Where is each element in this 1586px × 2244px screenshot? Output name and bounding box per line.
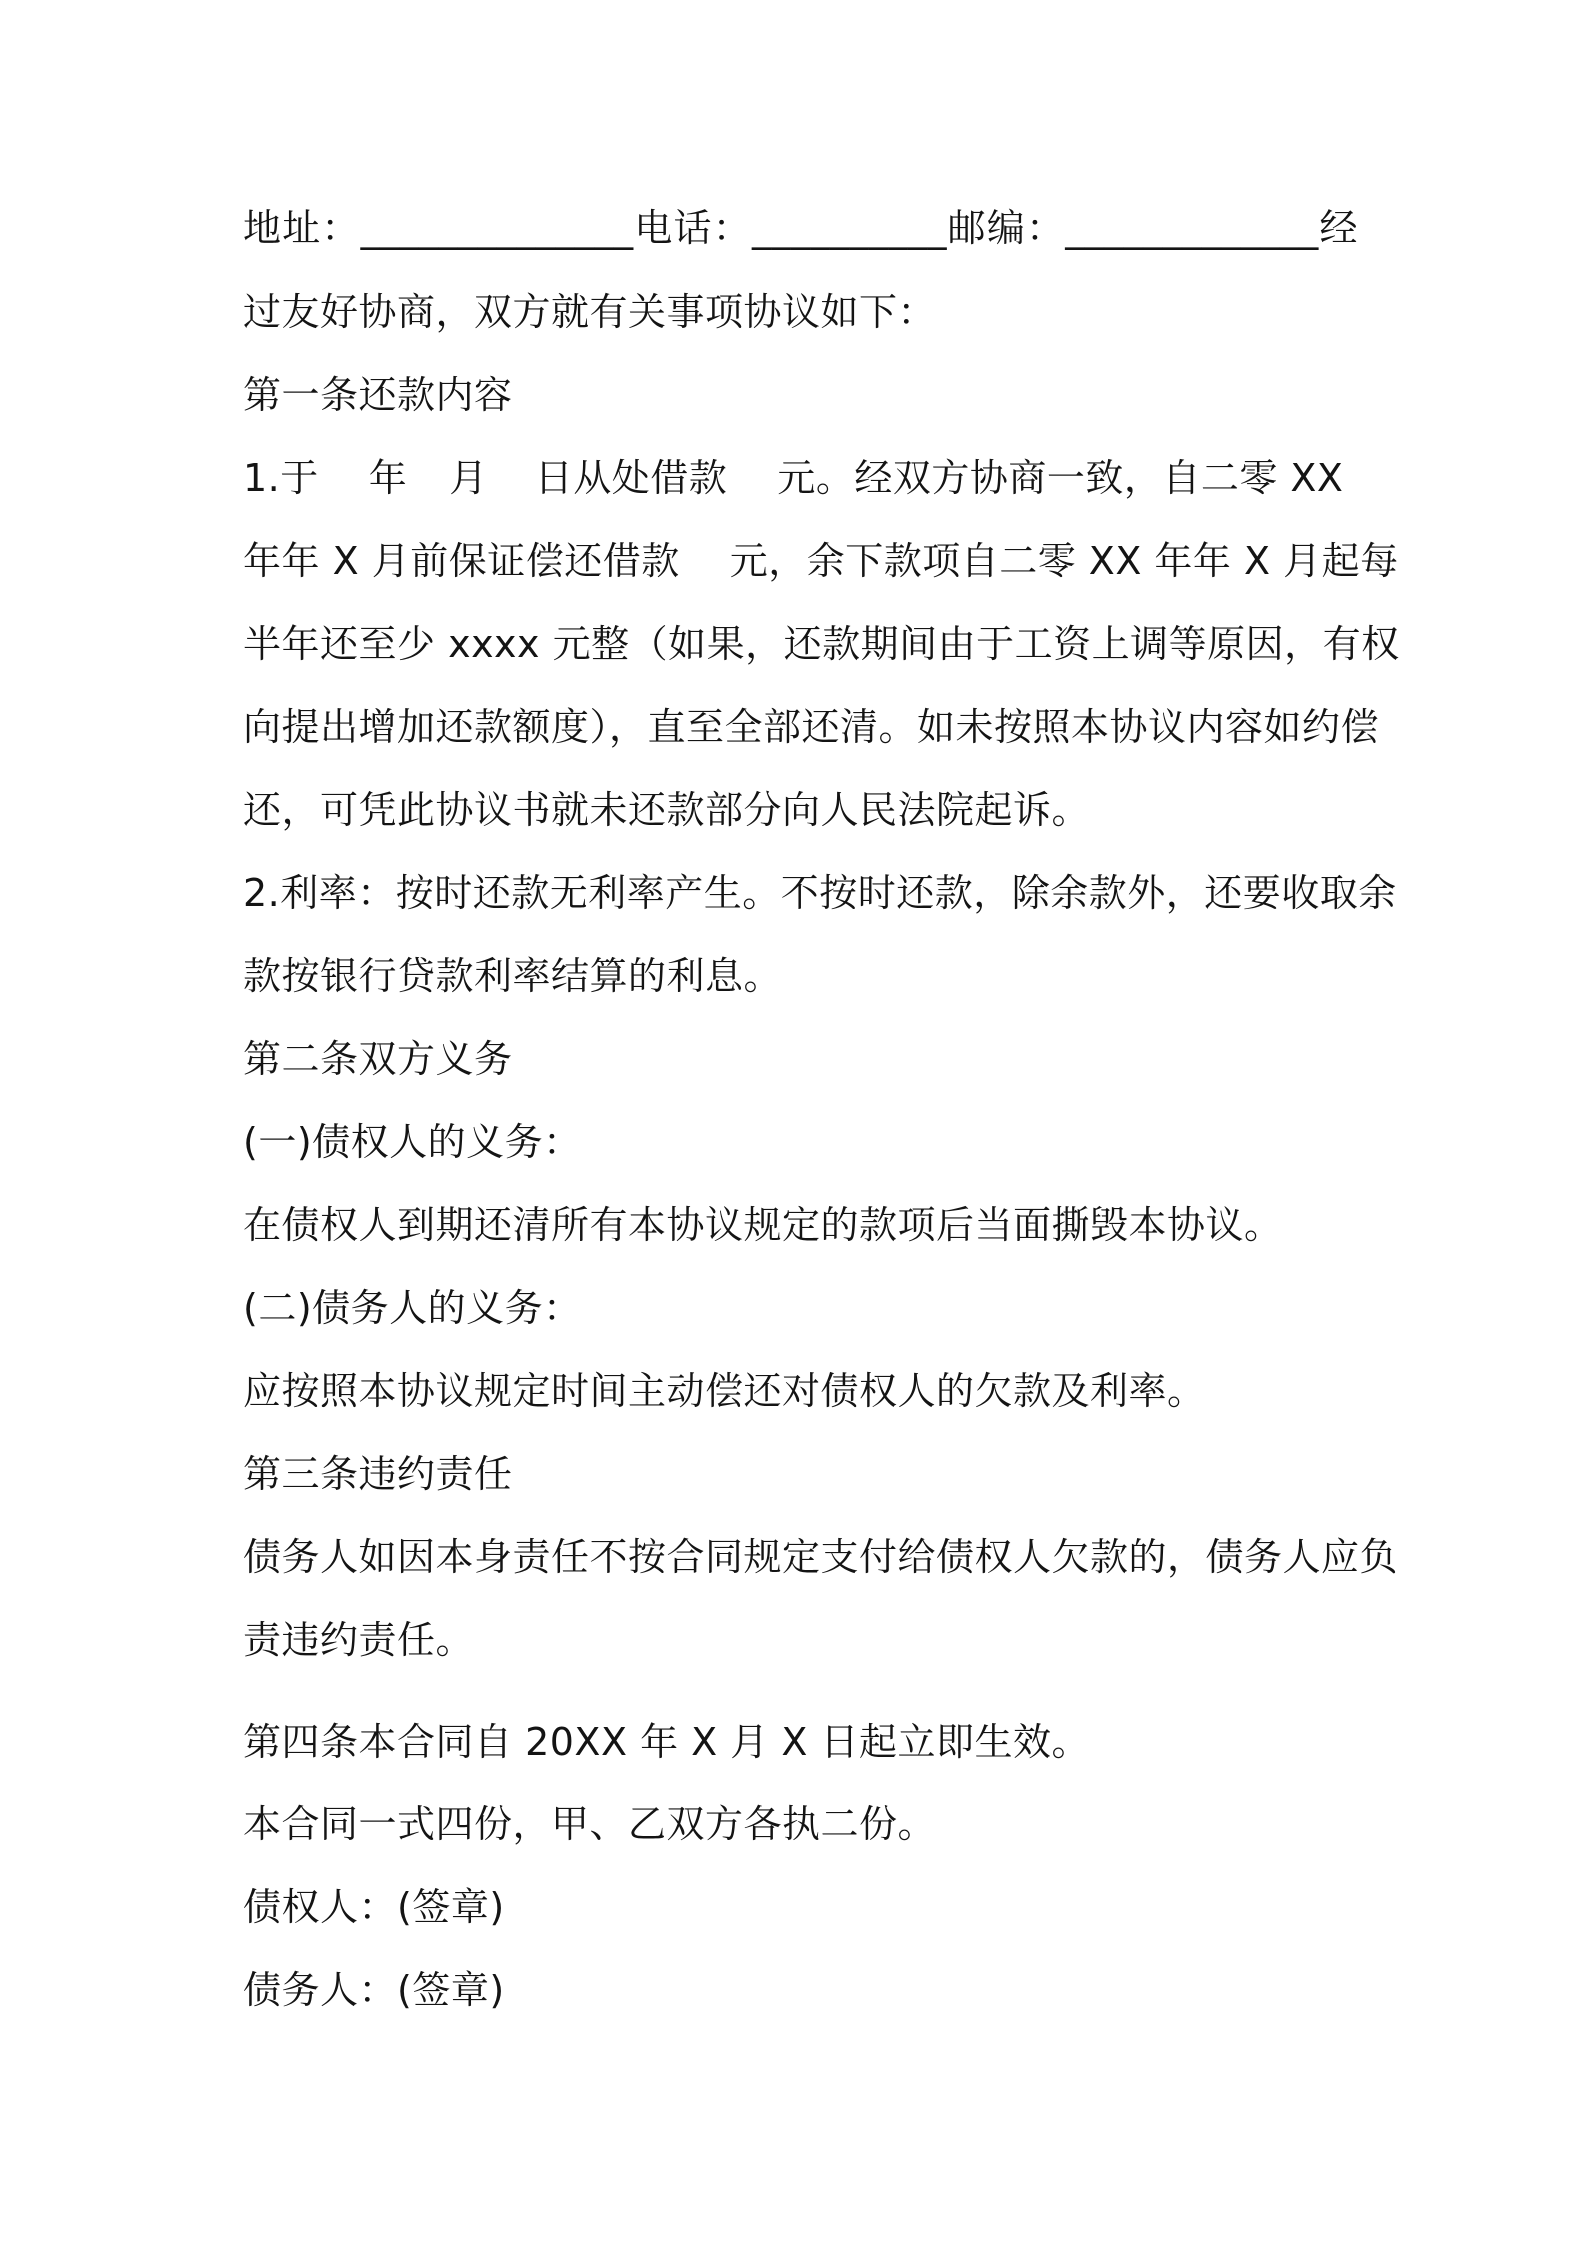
creditor-duty-text: 在债权人到期还清所有本协议规定的款项后当面撕毁本协议。 bbox=[243, 1203, 1283, 1247]
article-1-heading: 第一条还款内容 bbox=[243, 373, 513, 417]
text-segment: 元。经双方协商一致，自二零 XX bbox=[777, 456, 1344, 500]
article-3-heading: 第三条违约责任 bbox=[243, 1452, 513, 1496]
clause-2-line-2: 款按银行贷款利率结算的利息。 bbox=[243, 954, 783, 998]
breach-text-line-1: 债务人如因本身责任不按合同规定支付给债权人欠款的，债务人应负 bbox=[243, 1535, 1399, 1579]
creditor-duty-heading: (一)债权人的义务： bbox=[243, 1120, 582, 1164]
clause-1-line-5: 还，可凭此协议书就未还款部分向人民法院起诉。 bbox=[243, 788, 1091, 832]
clause-2-line-1: 2.利率：按时还款无利率产生。不按时还款，除余款外，还要收取余 bbox=[243, 871, 1397, 915]
negotiation-intro-line: 过友好协商，双方就有关事项协议如下： bbox=[243, 290, 937, 334]
clause-1-line-3: 半年还至少 xxxx 元整（如果，还款期间由于工资上调等原因，有权 bbox=[243, 622, 1400, 666]
text-segment: 年年 X 月前保证偿还借款 bbox=[243, 539, 680, 583]
article-4-effective-date: 第四条本合同自 20XX 年 X 月 X 日起立即生效。 bbox=[243, 1720, 1090, 1764]
text-segment: 元，余下款项自二零 XX 年年 X 月起每 bbox=[729, 539, 1399, 583]
text-segment: 年 bbox=[368, 456, 408, 500]
clause-1-line-1 bbox=[243, 454, 1358, 502]
text-segment: 月 bbox=[449, 456, 488, 500]
debtor-signature-line: 债务人：(签章) bbox=[243, 1968, 505, 2012]
article-2-heading: 第二条双方义务 bbox=[243, 1037, 513, 1081]
copies-text: 本合同一式四份，甲、乙双方各执二份。 bbox=[243, 1802, 937, 1846]
clause-1-line-2 bbox=[243, 537, 1399, 585]
debtor-duty-heading: (二)债务人的义务： bbox=[243, 1286, 582, 1330]
text-segment: 1.于 bbox=[243, 456, 319, 500]
text-segment: 日从处借款 bbox=[534, 456, 728, 500]
creditor-signature-line: 债权人：(签章) bbox=[243, 1885, 505, 1929]
clause-1-line-4: 向提出增加还款额度），直至全部还清。如未按照本协议内容如约偿 bbox=[243, 705, 1380, 749]
address-phone-postcode-line: 地址：______________电话：__________邮编：_____________经 bbox=[243, 206, 1358, 250]
breach-text-line-2: 责违约责任。 bbox=[243, 1618, 475, 1662]
debtor-duty-text: 应按照本协议规定时间主动偿还对债权人的欠款及利率。 bbox=[243, 1369, 1206, 1413]
